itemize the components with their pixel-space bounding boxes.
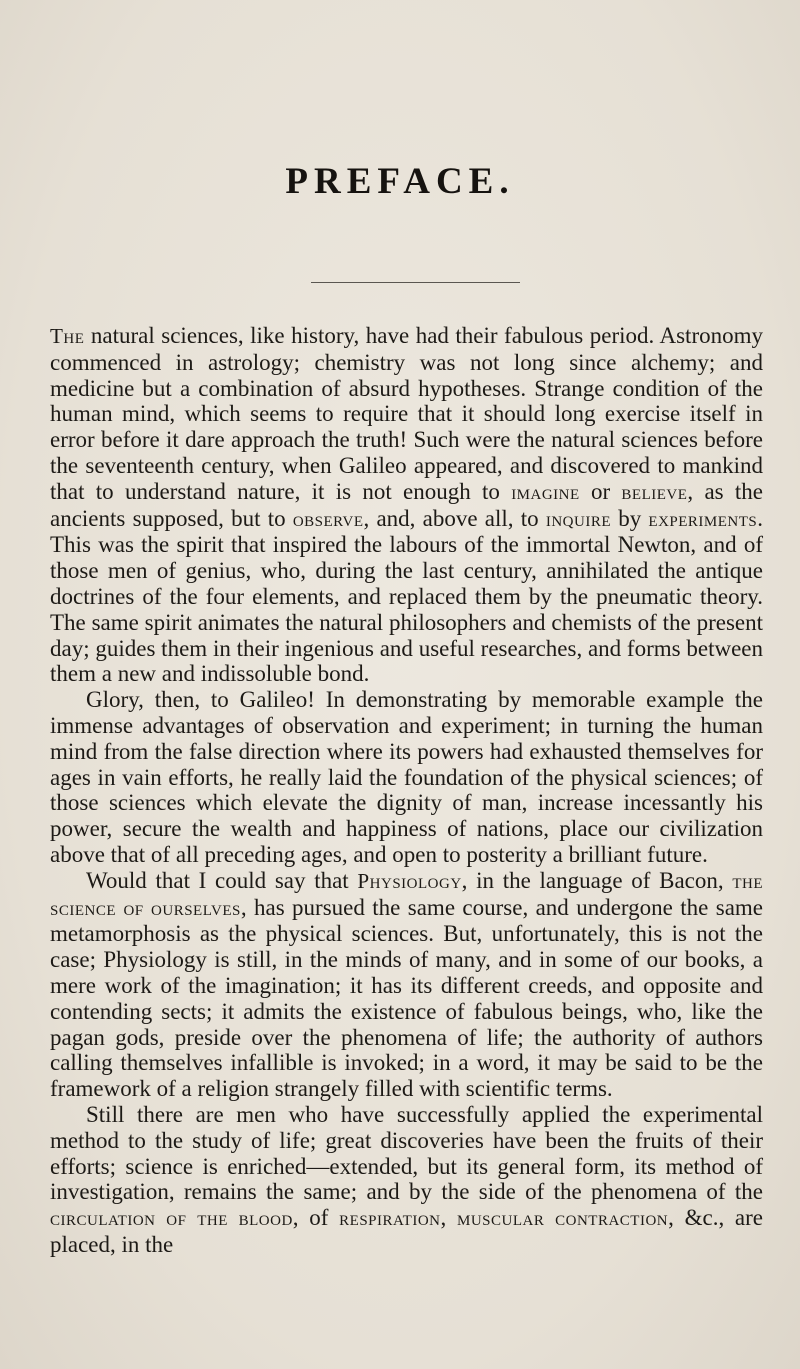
text-run: by [610, 505, 649, 531]
text-run: , &c., are placed, in the [50, 1205, 763, 1257]
small-caps-text: imagine [511, 479, 580, 504]
text-run: . This was the spirit that inspired the labours of the immortal Newton, and of those men of genius, who, during the last century, annihilated the antique doctrines of the four elements, and replaced them by the pneumatic theory. The same spirit animates the natural philosophers and chemists of the present day; guides them in their ingenious and useful researches, and forms between them a new and indissoluble bond. [50, 505, 764, 687]
heading-rule [311, 282, 520, 283]
small-caps-text: Physiology [357, 868, 462, 893]
page-heading: PREFACE. [285, 161, 515, 202]
paragraph-4 [50, 1102, 763, 1258]
small-caps-text: inquire [545, 506, 611, 531]
small-caps-text: circulation of the blood [50, 1206, 293, 1231]
text-run: , and, above all, to [363, 505, 546, 531]
text-run: Glory, then, to Galileo! In demonstrating by memorable example the immense advantages of observation and experiment; in turning the human mind from the false direction where its powers had exhausted themselves for ages in vain efforts, he really laid the foundation of the physical sciences; of those sciences which elevate the dignity of man, increase incessantly his power, secure the wealth and happiness of nations, place our civilization above that of all preceding ages, and open to posterity a brilliant future. [50, 687, 763, 867]
text-run: Would that I could say that [86, 867, 358, 893]
small-caps-text: observe [292, 506, 364, 531]
small-caps-text: the science of ourselves [50, 868, 764, 920]
text-run: , has pursued the same course, and undergone the same metamorphosis as the physical sciences. But, unfortunately, this is not the case; Physiology is still, in the minds of many, and in some of our books, a mere work of the imagination; it has its different creeds, and opposite and contending sects; it admits the existence of fabulous beings, who, like the pagan gods, preside over the phenomena of life; the authority of authors calling themselves infallible is invoked; in a word, it may be said to be the framework of a religion strangely filled with scientific terms. [50, 894, 763, 1102]
text-run: natural sciences, like history, have had their fabulous period. Astronomy commenced in astrology; chemistry was not long since alchemy; and medicine but a combination of absurd hypotheses. Strange condition of the human mind, which seems to require that it should long exercise itself in error before it dare approach the truth! Such were the natural sciences before the seventeenth century, when Galileo appeared, and discovered to mankind that to understand nature, it is not enough to [50, 323, 763, 504]
small-caps-text: believe [621, 479, 688, 504]
text-run: , in the language of Bacon, [461, 867, 733, 893]
small-caps-text: respiration [339, 1206, 441, 1231]
small-caps-text: The [50, 324, 85, 348]
small-caps-text: muscular contraction [457, 1206, 669, 1231]
preface-body [50, 323, 763, 1258]
paragraph-3 [50, 868, 763, 1102]
paragraph-2 [50, 687, 763, 868]
small-caps-text: experiments [648, 506, 758, 531]
text-run: Still there are men who have successfully applied the experimental method to the study of life; great discoveries have been the fruits of their efforts; science is enriched—extended, but its general form, its method of investigation, remains the same; and by the side of the phenomena of the [50, 1101, 763, 1205]
text-run: , of [292, 1205, 340, 1231]
text-run: , as the ancients supposed, but to [50, 478, 763, 531]
text-run: , [440, 1205, 457, 1231]
paragraph-1 [50, 323, 763, 687]
text-run: or [579, 478, 622, 504]
